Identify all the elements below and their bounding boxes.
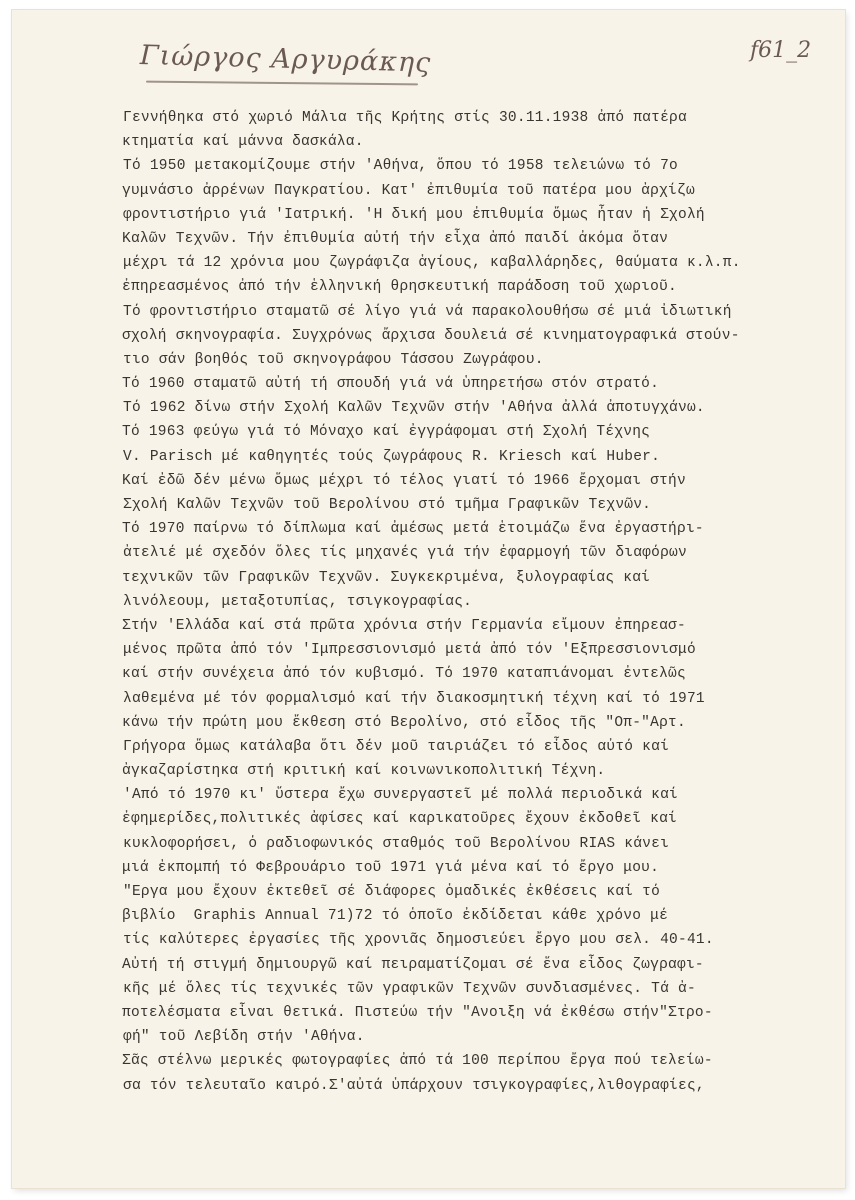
text-line: Στήν 'Ελλάδα καί στά πρῶτα χρόνια στήν Γερμανία εἴμουν ἐπηρεασ- [122, 617, 686, 634]
text-line: γυμνάσιο ἀρρένων Παγκρατίου. Κατ' ἐπιθυμία τοῦ πατέρα μου ἀρχίζω [122, 182, 695, 199]
text-line: βιβλίο Graphis Annual 71)72 τό ὁποῖο ἐκδίδεται κάθε χρόνο μέ [122, 908, 669, 925]
text-line: V. Parisch μέ καθηγητές τούς ζωγράφους R. Kriesch καί Huber. [123, 448, 661, 465]
typewritten-page [12, 10, 845, 1188]
text-line: κυκλοφορήσει, ὁ ραδιοφωνικός σταθμός τοῦ Βερολίνου RIAS κάνει [123, 835, 670, 852]
text-line: καί στήν συνέχεια ἀπό τόν κυβισμό. Τό 1970 καταπιάνομαι ἐντελῶς [122, 666, 686, 683]
text-line: Σᾶς στέλνω μερικές φωτογραφίες ἀπό τά 100 περίπου ἔργα πού τελείω- [122, 1053, 713, 1070]
text-line: τιο σάν βοηθός τοῦ σκηνογράφου Τάσσου Ζωγράφου. [123, 351, 544, 368]
text-line: Τό 1960 σταματῶ αὐτή τή σπουδή γιά νά ὑπηρετήσω στόν στρατό. [122, 376, 660, 393]
letter-body [122, 106, 837, 1098]
handwritten-author-name: Γιώργος Αργυράκης [139, 40, 432, 79]
text-line: Καί ἐδῶ δέν μένω ὅμως μέχρι τό τέλος γιατί τό 1966 ἔρχομαι στήν [122, 472, 686, 489]
text-line: ἐπηρεασμένος ἀπό τήν ἑλληνική θρησκευτική παράδοση τοῦ χωριοῦ. [122, 279, 677, 296]
text-line: Τό 1962 δίνω στήν Σχολή Καλῶν Τεχνῶν στήν 'Αθήνα ἀλλά ἀποτυγχάνω. [123, 400, 705, 417]
text-line: λαθεμένα μέ τόν φορμαλισμό καί τήν διακοσμητική τέχνη καί τό 1971 [123, 690, 705, 707]
text-line: 'Από τό 1970 κι' ὕστερα ἔχω συνεργαστεῖ μέ πολλά περιοδικά καί [123, 787, 678, 804]
text-line: μιά ἐκπομπή τό Φεβρουάριο τοῦ 1971 γιά μένα καί τό ἔργο μου. [122, 859, 660, 876]
text-line: Τό 1950 μετακομίζουμε στήν 'Αθήνα, ὅπου τό 1958 τελειώνω τό 7ο [123, 158, 678, 175]
text-line: "Εργα μου ἔχουν ἐκτεθεῖ σέ διάφορες ὁμαδικές ἐκθέσεις καί τό [123, 884, 661, 900]
text-line: Τό φροντιστήριο σταματῶ σέ λίγο γιά νά παρακολουθήσω σέ μιά ἰδιωτική [123, 303, 732, 320]
text-line: ἐφημερίδες,πολιτικές ἀφίσες καί καρικατοῦρες ἔχουν ἐκδοθεῖ καί [122, 811, 677, 828]
text-line: τίς καλύτερες ἐργασίες τῆς χρονιᾶς δημοσιεύει ἔργο μου σελ. 40-41. [123, 932, 714, 949]
text-line: μέχρι τά 12 χρόνια μου ζωγράφιζα ἁγίους, καβαλλάρηδες, θαύματα κ.λ.π. [123, 255, 741, 272]
text-line: φροντιστήριο γιά 'Ιατρική. 'Η δική μου ἐπιθυμία ὅμως ἦταν ἡ Σχολή [123, 206, 705, 223]
text-line: Καλῶν Τεχνῶν. Τήν ἐπιθυμία αὐτή τήν εἶχα ἀπό παιδί ἀκόμα ὅταν [122, 230, 669, 247]
text-line: κάνω τήν πρώτη μου ἔκθεση στό Βερολίνο, στό εἶδος τῆς "Οπ-"Αρτ. [122, 714, 686, 731]
text-line: σα τόν τελευταῖο καιρό.Σ'αὐτά ὑπάρχουν τσιγκογραφίες,λιθογραφίες, [123, 1077, 705, 1094]
text-line: σχολή σκηνογραφία. Συγχρόνως ἄρχισα δουλειά σέ κινηματογραφικά στούν- [122, 327, 740, 344]
handwritten-underline [146, 81, 418, 86]
text-line: λινόλεουμ, μεταξοτυπίας, τσιγκογραφίας. [123, 593, 473, 610]
text-line: Γρήγορα ὅμως κατάλαβα ὅτι δέν μοῦ ταιριάζει τό εἶδος αὐτό καί [123, 738, 670, 755]
text-line: Αὐτή τή στιγμή δημιουργῶ καί πειραματίζομαι σέ ἕνα εἶδος ζωγραφι- [122, 956, 704, 973]
text-line: ἀτελιέ μέ σχεδόν ὅλες τίς μηχανές γιά τήν ἐφαρμογή τῶν διαφόρων [123, 545, 687, 562]
text-line: μένος πρῶτα ἀπό τόν 'Ιμπρεσσιονισμό μετά ἀπό τόν 'Εξπρεσσιονισμό [123, 642, 696, 659]
text-line: Γεννήθηκα στό χωριό Μάλια τῆς Κρήτης στίς 30.11.1938 ἀπό πατέρα [123, 110, 687, 126]
text-line: τεχνικῶν τῶν Γραφικῶν Τεχνῶν. Συγκεκριμένα, ξυλογραφίας καί [122, 569, 651, 586]
text-line: ἀγκαζαρίστηκα στή κριτική καί κοινωνικοπολιτική Τέχνη. [122, 763, 606, 780]
text-line: κῆς μέ ὅλες τίς τεχνικές τῶν γραφικῶν Τεχνῶν συνδιασμένες. Τά ἀ- [123, 980, 696, 997]
text-line: Σχολή Καλῶν Τεχνῶν τοῦ Βερολίνου στό τμῆμα Γραφικῶν Τεχνῶν. [123, 497, 652, 513]
handwritten-reference-number: f61_2 [750, 38, 812, 63]
text-line: Τό 1963 φεύγω γιά τό Μόναχο καί ἐγγράφομαι στή Σχολή Τέχνης [122, 424, 651, 441]
text-line: Τό 1970 παίρνω τό δίπλωμα καί ἀμέσως μετά ἑτοιμάζω ἕνα ἐργαστήρι- [122, 521, 704, 538]
text-line: φή" τοῦ Λεβίδη στήν 'Αθήνα. [123, 1029, 365, 1046]
text-line: ποτελέσματα εἶναι θετικά. Πιστεύω τήν "Ανοιξη νά ἐκθέσω στήν"Στρο- [122, 1004, 713, 1021]
text-line: κτηματία καί μάννα δασκάλα. [122, 134, 364, 151]
